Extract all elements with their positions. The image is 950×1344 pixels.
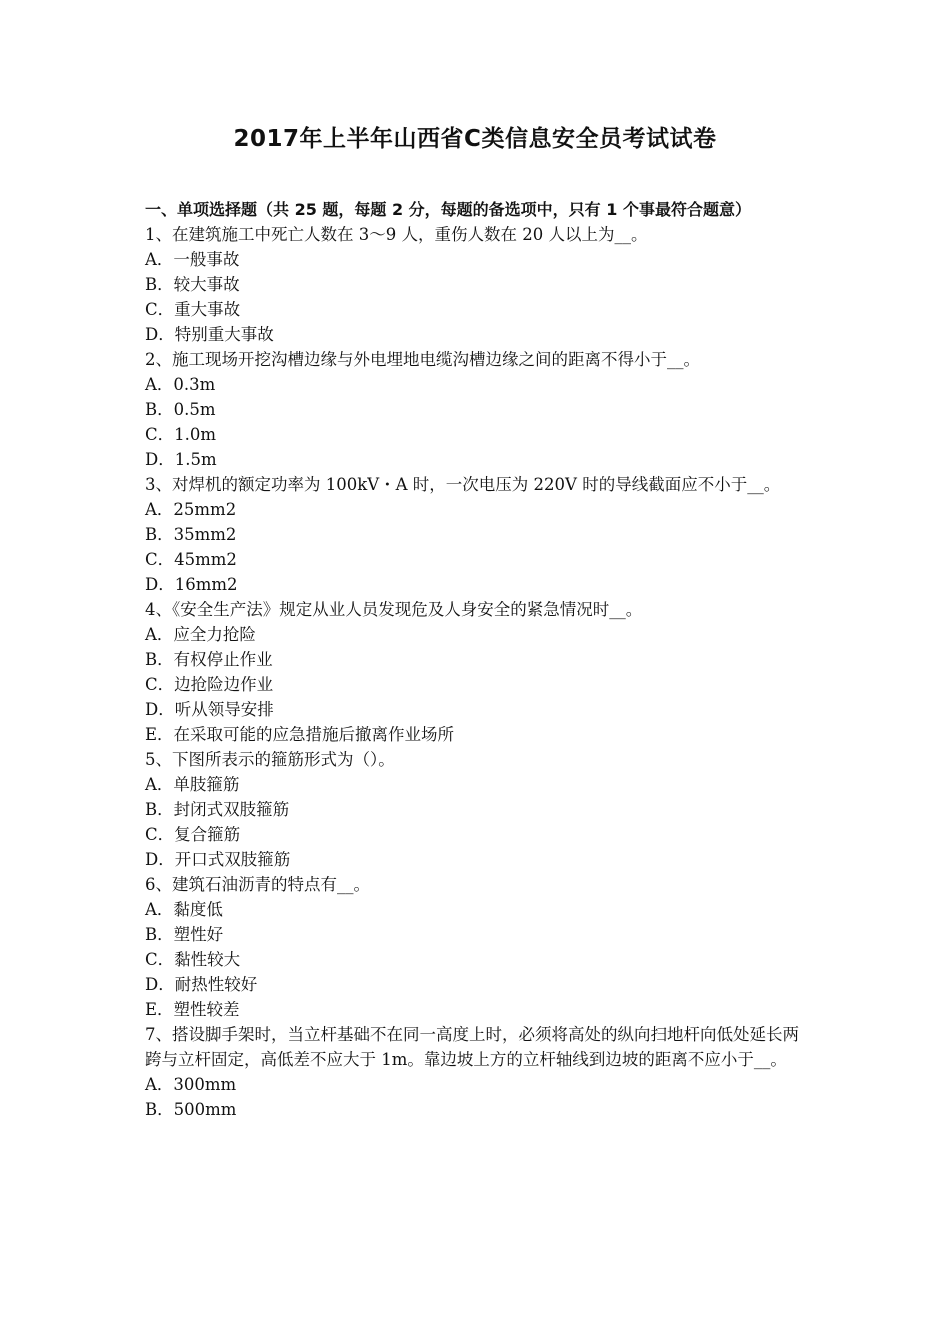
option-a: A．黏度低: [145, 900, 223, 919]
question-stem: 1、在建筑施工中死亡人数在 3～9 人，重伤人数在 20 人以上为__。: [145, 225, 648, 244]
option-b: B．500mm: [145, 1100, 237, 1119]
question-stem: 7、搭设脚手架时，当立杆基础不在同一高度上时，必须将高处的纵向扫地杆向低处延长两跨与立杆固定，高低差不应大于 1m。靠边坡上方的立杆轴线到边坡的距离不应小于__。: [145, 1025, 799, 1069]
question-2: [145, 347, 807, 472]
option-a: A．一般事故: [145, 250, 240, 269]
question-stem: 2、施工现场开挖沟槽边缘与外电埋地电缆沟槽边缘之间的距离不得小于__。: [145, 350, 700, 369]
option-d: D．听从领导安排: [145, 700, 274, 719]
section-heading: 一、单项选择题（共 25 题，每题 2 分，每题的备选项中，只有 1 个事最符合题意）: [145, 200, 751, 219]
question-stem: 4、《安全生产法》规定从业人员发现危及人身安全的紧急情况时__。: [145, 600, 643, 619]
option-d: D．1.5m: [145, 450, 217, 469]
option-b: B．塑性好: [145, 925, 224, 944]
option-c: C．重大事故: [145, 300, 241, 319]
option-c: C．1.0m: [145, 425, 217, 444]
question-5: [145, 747, 807, 872]
option-c: C．45mm2: [145, 550, 237, 569]
question-4: [145, 597, 807, 747]
question-1: [145, 222, 807, 347]
question-stem: 3、对焊机的额定功率为 100kV・A 时，一次电压为 220V 时的导线截面应不小于__。: [145, 475, 781, 494]
option-a: A．0.3m: [145, 375, 216, 394]
option-d: D．开口式双肢箍筋: [145, 850, 291, 869]
option-d: D．特别重大事故: [145, 325, 274, 344]
question-3: [145, 472, 807, 597]
option-e: E．在采取可能的应急措施后撤离作业场所: [145, 725, 455, 744]
option-b: B．有权停止作业: [145, 650, 273, 669]
option-a: A．300mm: [145, 1075, 237, 1094]
option-c: C．复合箍筋: [145, 825, 241, 844]
option-d: D．16mm2: [145, 575, 238, 594]
option-e: E．塑性较差: [145, 1000, 240, 1019]
option-c: C．黏性较大: [145, 950, 241, 969]
option-d: D．耐热性较好: [145, 975, 258, 994]
option-b: B．较大事故: [145, 275, 240, 294]
option-a: A．单肢箍筋: [145, 775, 240, 794]
option-b: B．0.5m: [145, 400, 216, 419]
question-7: [145, 1022, 807, 1122]
option-c: C．边抢险边作业: [145, 675, 274, 694]
document-body: [145, 198, 807, 1122]
question-stem: 6、建筑石油沥青的特点有__。: [145, 875, 370, 894]
option-b: B．封闭式双肢箍筋: [145, 800, 290, 819]
option-a: A．25mm2: [145, 500, 237, 519]
document-title: 2017年上半年山西省C类信息安全员考试试卷: [233, 126, 717, 152]
question-stem: 5、下图所表示的箍筋形式为（）。: [145, 750, 395, 769]
question-6: [145, 872, 807, 1022]
option-b: B．35mm2: [145, 525, 237, 544]
option-a: A．应全力抢险: [145, 625, 256, 644]
